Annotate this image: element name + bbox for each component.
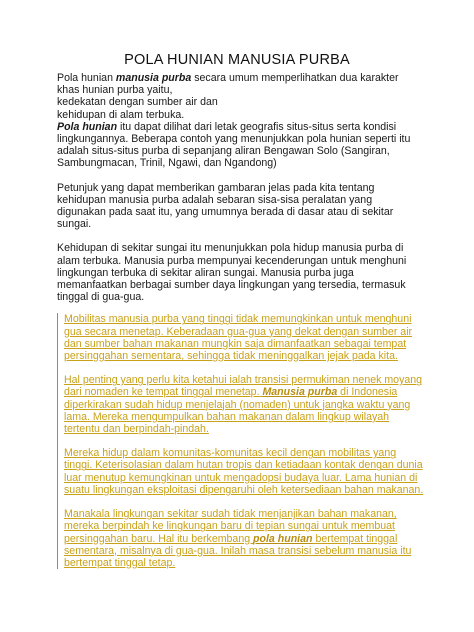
highlighted-paragraph-transisi (64, 374, 423, 435)
text-line (57, 72, 423, 84)
text-line: kehidupan di alam terbuka. (57, 108, 185, 121)
text-run: persinggahan baru. Hal itu berkembang (64, 532, 254, 545)
text-run: itu dapat dilihat dari letak geografis situs-situs serta kondisi (117, 120, 397, 133)
text-line: alam terbuka. Manusia purba mempunyai kecenderungan untuk menghuni (57, 254, 407, 267)
highlighted-line: Manakala lingkungan sekitar sudah tidak menjanjikan bahan makanan, (64, 508, 397, 521)
highlighted-line: Mereka hidup dalam komunitas-komunitas kecil dengan mobilitas yang (64, 447, 397, 460)
highlighted-line: diperkirakan sudah hidup menjelajah (nomaden) untuk jangka waktu yang (64, 398, 411, 411)
highlighted-section (57, 313, 423, 569)
text-run: Pola hunian (57, 72, 116, 84)
text-line: Kehidupan di sekitar sungai itu menunjukkan pola hidup manusia purba di (57, 242, 404, 255)
bold-term: pola hunian (253, 532, 313, 545)
text-line: sungai. (57, 218, 92, 231)
highlighted-line: Hal penting yang perlu kita ketahui ialah transisi permukiman nenek moyang (64, 374, 423, 387)
bold-term: Manusia purba (262, 386, 338, 399)
paragraph-petunjuk (57, 182, 423, 231)
text-line: Sambungmacan, Trinil, Ngawi, dan Ngandong) (57, 157, 277, 170)
highlighted-line: mereka berpindah ke lingkungan baru di tepian sungai untuk membuat (64, 520, 395, 533)
text-run: secara umum memperlihatkan dua karakter (191, 72, 399, 84)
highlighted-line: gua secara menetap. Keberadaan gua-gua yang dekat dengan sumber air (64, 325, 413, 338)
bold-term: Pola hunian (57, 120, 118, 133)
page-title: POLA HUNIAN MANUSIA PURBA (124, 52, 350, 68)
text-run: dari nomaden ke tempat tinggal menetap. (64, 386, 263, 399)
text-line: Petunjuk yang dapat memberikan gambaran jelas pada kita tentang (57, 181, 375, 194)
highlighted-line: persinggahan sementara, sehingga tidak meninggalkan jejak pada kita. (64, 350, 398, 363)
text-line: adalah situs-situs purba di sepanjang aliran Bengawan Solo (Sangiran, (57, 145, 390, 158)
bold-term: manusia purba (115, 72, 192, 84)
text-line (57, 121, 423, 133)
text-line: kehidupan manusia purba adalah sebaran sisa-sisa peralatan yang (57, 193, 373, 206)
text-line: digunakan pada saat itu, yang umumnya berada di dasar atau di sekitar (57, 206, 394, 219)
text-line: lingkungan terbuka di sekitar aliran sungai. Manusia purba juga (57, 266, 354, 279)
highlighted-line: tertentu dan berpindah-pindah. (64, 423, 209, 436)
highlighted-line: tinggi. Keterisolasian dalam hutan tropis dan ketiadaan kontak dengan dunia (64, 459, 423, 472)
text-run: di Indonesia (337, 386, 398, 399)
highlighted-line: sementara, misalnya di gua-gua. Inilah masa transisi sebelum manusia itu (64, 544, 412, 557)
highlighted-line: dan sumber bahan makanan mungkin saja dimanfaatkan sebagai tempat (64, 337, 407, 350)
text-run: bertempat tinggal (312, 532, 398, 545)
highlighted-line: lama. Mereka mengumpulkan bahan makanan dalam lingkup wilayah (64, 410, 390, 423)
paragraph-kehidupan (57, 242, 423, 303)
text-line: lingkungannya. Beberapa contoh yang menunjukkan pola hunian seperti itu (57, 133, 411, 146)
highlighted-line (64, 533, 423, 545)
text-line: khas hunian purba yaitu, (57, 84, 173, 97)
highlighted-paragraph-komunitas (64, 447, 423, 496)
highlighted-line: bertempat tinggal tetap. (64, 556, 176, 569)
highlighted-paragraph-mobilitas (64, 313, 423, 362)
text-line: tinggal di gua-gua. (57, 291, 145, 304)
highlighted-line: luar menutup kemungkinan untuk mengadopsi budaya luar. Lama hunian di (64, 471, 418, 484)
highlighted-line (64, 386, 423, 398)
text-line: memanfaatkan berbagai sumber daya lingkungan yang tersedia, termasuk (57, 279, 406, 292)
highlighted-line: Mobilitas manusia purba yang tinggi tidak memungkinkan untuk menghuni (64, 313, 412, 326)
paragraph-intro (57, 72, 423, 121)
highlighted-paragraph-manakala (64, 508, 423, 569)
text-line: kedekatan dengan sumber air dan (57, 96, 218, 109)
paragraph-pola-hunian (57, 121, 423, 170)
document-body (57, 72, 423, 569)
highlighted-line: suatu lingkungan eksploitasi dipengaruhi oleh ketersediaan bahan makanan. (64, 483, 424, 496)
